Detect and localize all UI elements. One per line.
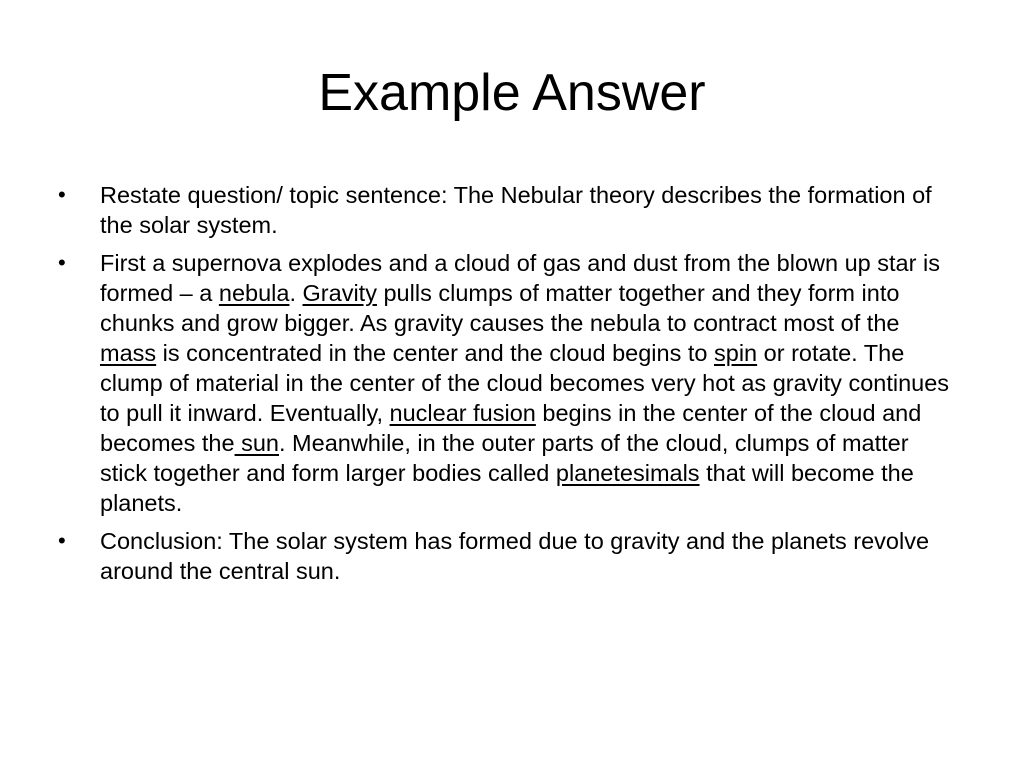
- bullet-text: [100, 180, 958, 240]
- text-segment: . Meanwhile, in the outer parts of the cloud, clumps of matter stick together and form larger bodies called: [100, 430, 909, 486]
- bullet-icon: •: [58, 182, 66, 207]
- bullet-icon: •: [58, 528, 66, 553]
- keyword-spin: spin: [714, 340, 758, 366]
- text-segment: is concentrated in the center and the cloud begins to: [156, 340, 714, 366]
- text-segment: or rotate. The clump of material in the center of the cloud becomes very hot as gravity continues to pull it inward. Eventually,: [100, 340, 950, 426]
- bullet-text: [100, 526, 958, 586]
- text-segment: begins in the center of the cloud and becomes the: [100, 400, 922, 456]
- bullet-item-topic-sentence: [58, 180, 958, 240]
- bullet-list: [58, 180, 958, 594]
- keyword-nebula: nebula: [218, 280, 290, 306]
- text-segment: First a supernova explodes and a cloud of gas and dust from the blown up star is formed – a: [100, 250, 940, 306]
- keyword-gravity: Gravity: [302, 280, 377, 306]
- text-segment: pulls clumps of matter together and they form into chunks and grow bigger. As gravity causes the nebula to contract most of the: [100, 280, 900, 336]
- text-segment: that will become the planets.: [100, 460, 914, 516]
- keyword-sun: sun: [234, 430, 279, 456]
- slide-title: Example Answer: [318, 64, 706, 122]
- bullet-item-conclusion: [58, 526, 958, 586]
- bullet-text: [100, 248, 958, 518]
- text-segment: .: [289, 280, 303, 306]
- text-segment: Restate question/ topic sentence: The Nebular theory describes the formation of the solar system.: [100, 182, 932, 238]
- bullet-item-body: [58, 248, 958, 518]
- bullet-icon: •: [58, 250, 66, 275]
- keyword-mass: mass: [100, 340, 157, 366]
- text-segment: Conclusion: The solar system has formed due to gravity and the planets revolve around the central sun.: [100, 528, 930, 584]
- keyword-planetesimals: planetesimals: [555, 460, 700, 486]
- keyword-nuclear-fusion: nuclear fusion: [389, 400, 536, 426]
